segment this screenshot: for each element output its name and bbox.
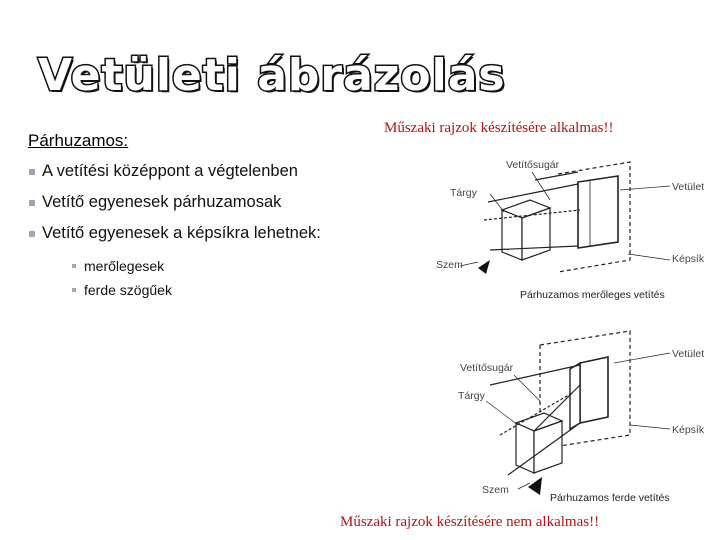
sub-bullet-item: ferde szögűek	[70, 282, 172, 298]
subheading: Párhuzamos:	[28, 131, 129, 150]
label-projector: Vetítősugár	[460, 362, 514, 374]
diagram-oblique-projection	[430, 325, 720, 507]
sub-bullet-list	[70, 258, 172, 306]
label-plane: Képsík	[672, 253, 705, 265]
slide-title: Vetületi ábrázolás	[38, 50, 506, 101]
note-suitable: Műszaki rajzok készítésére alkalmas!!	[384, 120, 614, 136]
label-object: Tárgy	[450, 187, 477, 199]
note-not-suitable: Műszaki rajzok készítésére nem alkalmas!!	[340, 514, 600, 530]
label-projector: Vetítősugár	[506, 159, 560, 171]
label-projection: Vetület	[672, 348, 705, 360]
label-object: Tárgy	[458, 390, 485, 402]
label-eye: Szem	[436, 259, 463, 271]
bullet-item: Vetítő egyenesek a képsíkra lehetnek:	[28, 224, 321, 243]
diagram-oblique-svg	[430, 325, 720, 507]
bullet-list	[28, 162, 321, 255]
sub-bullet-item: merőlegesek	[70, 258, 172, 274]
label-plane: Képsík	[672, 424, 705, 436]
label-eye: Szem	[482, 484, 509, 496]
label-projection: Vetület	[672, 181, 705, 193]
caption-perpendicular: Párhuzamos merőleges vetítés	[520, 289, 665, 301]
diagram-perpendicular-projection	[420, 150, 720, 310]
bullet-item: Vetítő egyenesek párhuzamosak	[28, 193, 321, 212]
diagram-perpendicular-svg	[420, 150, 720, 310]
bullet-item: A vetítési középpont a végtelenben	[28, 162, 321, 181]
caption-oblique: Párhuzamos ferde vetítés	[550, 492, 670, 504]
